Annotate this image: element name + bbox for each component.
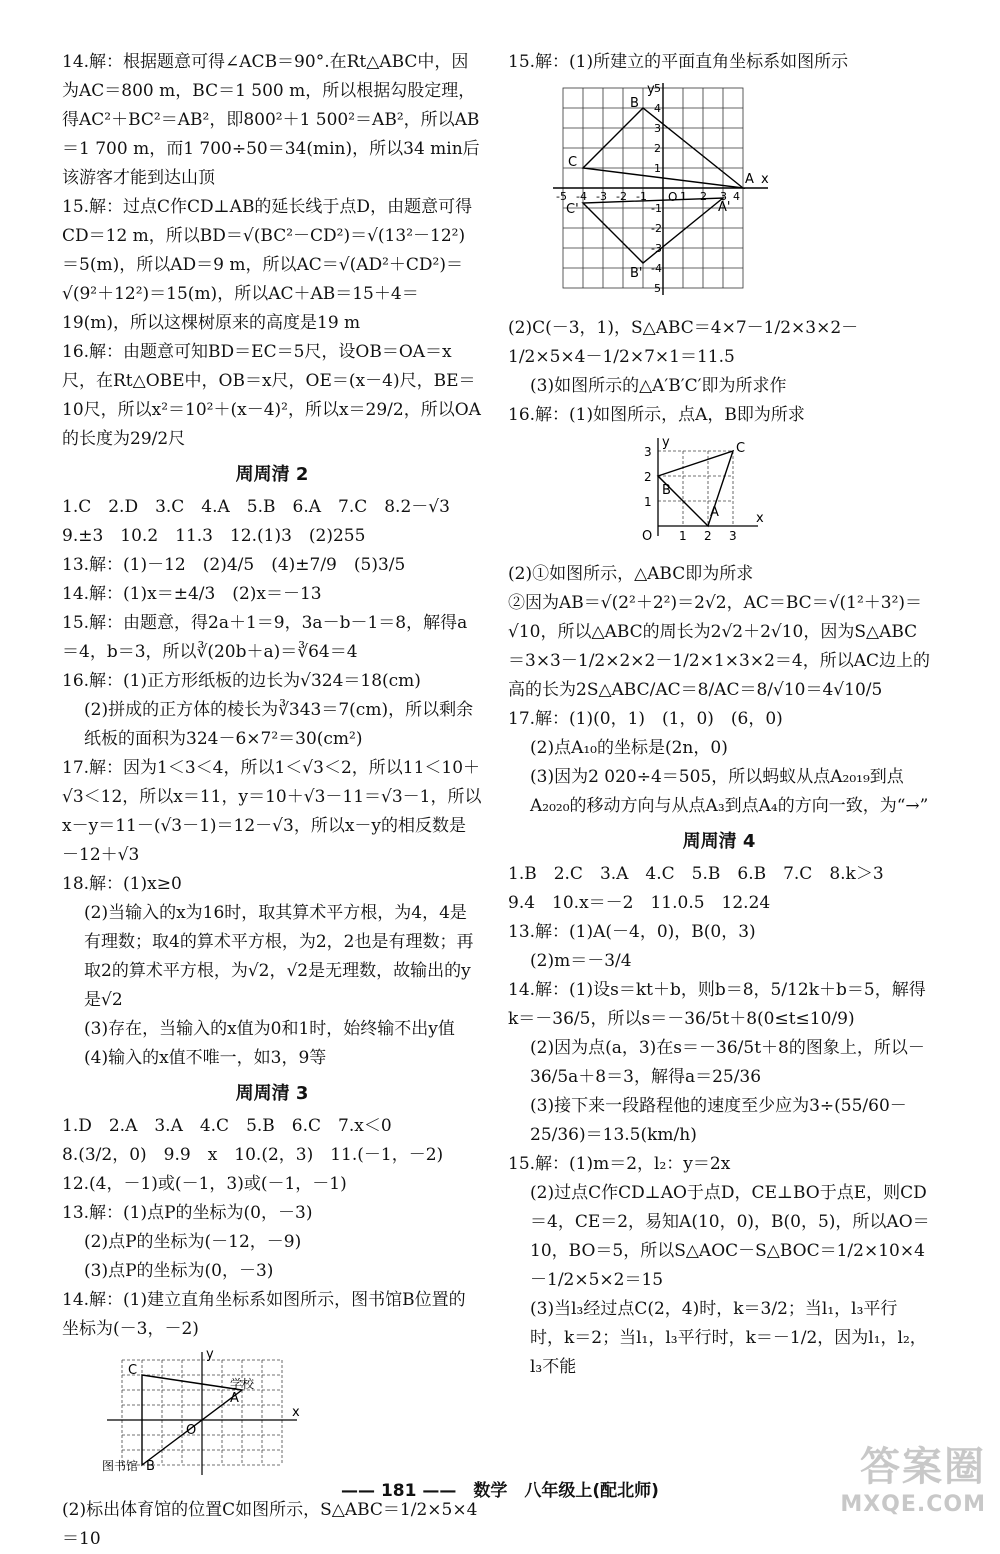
watermark-url: MXQE.COM [840,1492,986,1517]
tick-y-3: 3 [644,445,652,459]
tick-y-1: 1 [644,495,652,509]
label-a: A [745,172,754,187]
label-school: 学校 [230,1377,255,1391]
tick-y-neg3: -3 [651,242,662,255]
tick-x-2: 2 [704,529,712,543]
tick-y-2: 2 [644,470,652,484]
watermark [840,1435,986,1517]
s4-answer-14c: (3)接下来一段路程他的速度至少应为3÷(55/60－25/36)＝13.5(km/h) [530,1096,907,1145]
tick-y-neg5: 5 [654,282,661,295]
tick-x-neg4: -4 [576,190,587,203]
label-y: y [206,1350,214,1362]
r-answer-17a: 17.解：(1)(0，1) (1，0) (6，0) [508,709,783,729]
tick-x-2: 2 [700,190,707,203]
section-heading-4: 周周清 4 [682,831,756,852]
s2-answer-17: 17.解：因为1＜3＜4，所以1＜√3＜2，所以11＜10＋√3＜12，所以x＝11，y＝10＋√3－11＝√3－1，所以x－y＝11－(√3－1)＝12－√3，所以x－y的相反数是－12＋√3 [62,758,482,865]
tick-y-neg2: -2 [651,222,662,235]
s2-answer-16a: 16.解：(1)正方形纸板的边长为√324＝18(cm) [62,671,421,691]
tick-x-4: 4 [733,190,740,203]
s3-answer-13b: (2)点P的坐标为(－12，－9) [84,1232,302,1252]
s2-answer-18a: 18.解：(1)x≥0 [62,874,182,894]
s2-answer-14: 14.解：(1)x＝±4/3 (2)x＝－13 [62,584,322,604]
s4-answer-13a: 13.解：(1)A(－4，0)，B(0，3) [508,922,756,942]
s3-choices-1: 1.D 2.A 3.A 4.C 5.B 6.C 7.x＜0 [62,1116,392,1136]
tick-x-neg2: -2 [616,190,627,203]
s3-choices-3: 12.(4，－1)或(－1，3)或(－1，－1) [62,1174,347,1194]
page-number: 181 [380,1481,417,1501]
s2-answer-13: 13.解：(1)－12 (2)4/5 (4)±7/9 (5)3/5 [62,555,406,575]
answer-16: 16.解：由题意可知BD＝EC＝5尺，设OB＝OA＝x尺，在Rt△OBE中，OB＝x尺，OE＝(x－4)尺，BE＝10尺，所以x²＝10²＋(x－4)²，所以x＝29/2，所以OA的长度为29/2尺 [62,342,481,449]
tick-x-neg1: -1 [636,190,647,203]
s4-choices-2: 9.4 10.x＝－2 11.0.5 12.24 [508,893,771,913]
label-b: B [662,483,671,498]
label-c: C [736,441,746,456]
s3-answer-14a: 14.解：(1)建立直角坐标系如图所示，图书馆B位置的坐标为(－3，－2) [62,1290,466,1339]
coordinate-grid-svg [548,83,778,298]
s4-answer-13b: (2)m＝－3/4 [530,951,632,971]
s3-answer-13a: 13.解：(1)点P的坐标为(0，－3) [62,1203,313,1223]
label-c: C [128,1363,138,1378]
s4-answer-15b: (2)过点C作CD⊥AO于点D，CE⊥BO于点E，则CD＝4，CE＝2，易知A(10，0)，B(0，5)，所以AO＝10，BO＝5，所以S△AOC－S△BOC＝1/2×10×4－1/2×5×2＝15 [530,1183,930,1290]
label-a: A [710,505,719,520]
tick-x-1: 1 [680,190,687,203]
label-x: x [756,511,764,526]
figure-coordinate-grid [548,83,930,308]
label-b: B [630,96,639,111]
label-a-prime: A' [718,200,731,215]
r-answer-16a: 16.解：(1)如图所示，点A，B即为所求 [508,405,805,425]
s2-answer-18c: (3)存在，当输入的x值为0和1时，始终输不出y值 [84,1019,455,1039]
s4-answer-15c: (3)当l₃经过点C(2，4)时，k＝3/2；当l₁，l₃平行时，k＝2；当l₁，l₃平行时，k＝－1/2，因为l₁，l₂，l₃不能 [530,1299,927,1377]
s2-answer-16b: (2)拼成的正方体的棱长为∛343＝7(cm)，所以剩余纸板的面积为324－6×7²＝30(cm²) [84,700,474,749]
s2-answer-18b: (2)当输入的x为16时，取其算术平方根，为4，4是有理数；取4的算术平方根，为2，2也是有理数；再取2的算术平方根，为√2，√2是无理数，故输出的y是√2 [84,903,474,1010]
tick-x-3: 3 [729,529,737,543]
tick-y-1: 1 [654,162,661,175]
tick-y-neg4: -4 [651,262,662,275]
r-answer-17b: (2)点A₁₀的坐标是(2n，0) [530,738,728,758]
label-b-prime: B' [630,266,643,281]
tick-y-4: 4 [654,102,661,115]
s2-answer-15: 15.解：由题意，得2a＋1＝9，3a－b－1＝8，解得a＝4，b＝3，所以∛(20b＋a)＝∛64＝4 [62,613,468,662]
label-b: B [146,1459,155,1474]
s3-answer-13c: (3)点P的坐标为(0，－3) [84,1261,274,1281]
s3-answer-14b: (2)标出体育馆的位置C如图所示，S△ABC＝1/2×5×4＝10 [62,1500,478,1549]
s4-choices-1: 1.B 2.C 3.A 4.C 5.B 6.B 7.C 8.k＞3 [508,864,884,884]
tick-x-neg5: -5 [556,190,567,203]
label-o: O [668,190,678,204]
label-o: O [186,1423,197,1438]
section-heading-2: 周周清 2 [235,464,309,485]
label-library: 图书馆 [102,1459,139,1473]
page-footer: —— 181 —— 数学 八年级上(配北师) [341,1481,659,1501]
s4-answer-15a: 15.解：(1)m＝2，l₂：y＝2x [508,1154,731,1174]
section-heading-3: 周周清 3 [235,1083,309,1104]
answer-15: 15.解：过点C作CD⊥AB的延长线于点D，由题意可得CD＝12 m，所以BD＝√(BC²－CD²)＝√(13²－12²)＝5(m)，所以AD＝9 m，所以AC＝√(AD²＋CD²)＝√(9²＋12²)＝15(m)，所以AC＋AB＝15＋4＝19(m)，所以这棵树原来的高度是19 m [62,197,473,333]
s3-choices-2: 8.(3/2，0) 9.9 x 10.(2，3) 11.(－1，－2) [62,1145,444,1165]
label-y: y [647,83,655,97]
label-a: A [230,1391,239,1406]
tick-y-neg1: -1 [651,202,662,215]
label-c: C [568,155,578,170]
label-x: x [761,172,769,187]
label-c-prime: C' [566,202,579,217]
triangle-grid-svg [638,436,768,544]
s2-answer-18d: (4)输入的x值不唯一，如3，9等 [84,1048,327,1068]
s4-answer-14a: 14.解：(1)设s＝kt＋b，则b＝8，5/12k＋b＝5，解得k＝－36/5，所以s＝－36/5t＋8(0≤t≤10/9) [508,980,926,1029]
s2-choices-2: 9.±3 10.2 11.3 12.(1)3 (2)255 [62,526,366,546]
label-y: y [662,436,670,450]
r-answer-16c: ②因为AB＝√(2²＋2²)＝2√2，AC＝BC＝√(1²＋3²)＝√10，所以△ABC的周长为2√2＋2√10，因为S△ABC＝3×3－1/2×2×2－1/2×1×3×2＝4，所以AC边上的高的长为2S△ABC/AC＝8/AC＝8/√10＝4√10/5 [508,593,930,700]
label-o: O [642,529,653,544]
r-answer-16b: (2)①如图所示，△ABC即为所求 [508,564,754,584]
r-answer-15a: 15.解：(1)所建立的平面直角坐标系如图所示 [508,52,849,72]
right-column [508,48,930,1382]
figure-library-grid [102,1350,482,1490]
page-subject: 数学 八年级上(配北师) [473,1481,659,1501]
watermark-title: 答案圈 [860,1444,986,1490]
tick-y-3: 3 [654,122,661,135]
answer-14: 14.解：根据题意可得∠ACB＝90°.在Rt△ABC中，因为AC＝800 m，BC＝1 500 m，所以根据勾股定理，得AC²＋BC²＝AB²，即800²＋1 500²＝AB²，所以AB＝1 700 m，而1 700÷50＝34(min)，所以34 min后该游客才能到达山顶 [62,52,480,188]
tick-y-2: 2 [654,142,661,155]
tick-x-neg3: -3 [596,190,607,203]
tick-x-3: 3 [720,190,727,203]
s2-choices-1: 1.C 2.D 3.C 4.A 5.B 6.A 7.C 8.2－√3 [62,497,450,517]
library-grid-svg [102,1350,302,1480]
r-answer-15c: (3)如图所示的△A′B′C′即为所求作 [530,376,787,396]
tick-y-5: 5 [654,83,661,95]
tick-x-1: 1 [679,529,687,543]
label-x: x [292,1405,300,1420]
s4-answer-14b: (2)因为点(a，3)在s＝－36/5t＋8的图象上，所以－36/5a＋8＝3，解得a＝25/36 [530,1038,925,1087]
r-answer-15b: (2)C(－3，1)，S△ABC＝4×7－1/2×3×2－1/2×5×4－1/2×7×1＝11.5 [508,318,859,367]
figure-triangle-grid [638,436,930,554]
left-column [62,48,482,1554]
r-answer-17c: (3)因为2 020÷4＝505，所以蚂蚁从点A₂₀₁₉到点A₂₀₂₀的移动方向与从点A₃到点A₄的方向一致，为“→” [530,767,929,816]
